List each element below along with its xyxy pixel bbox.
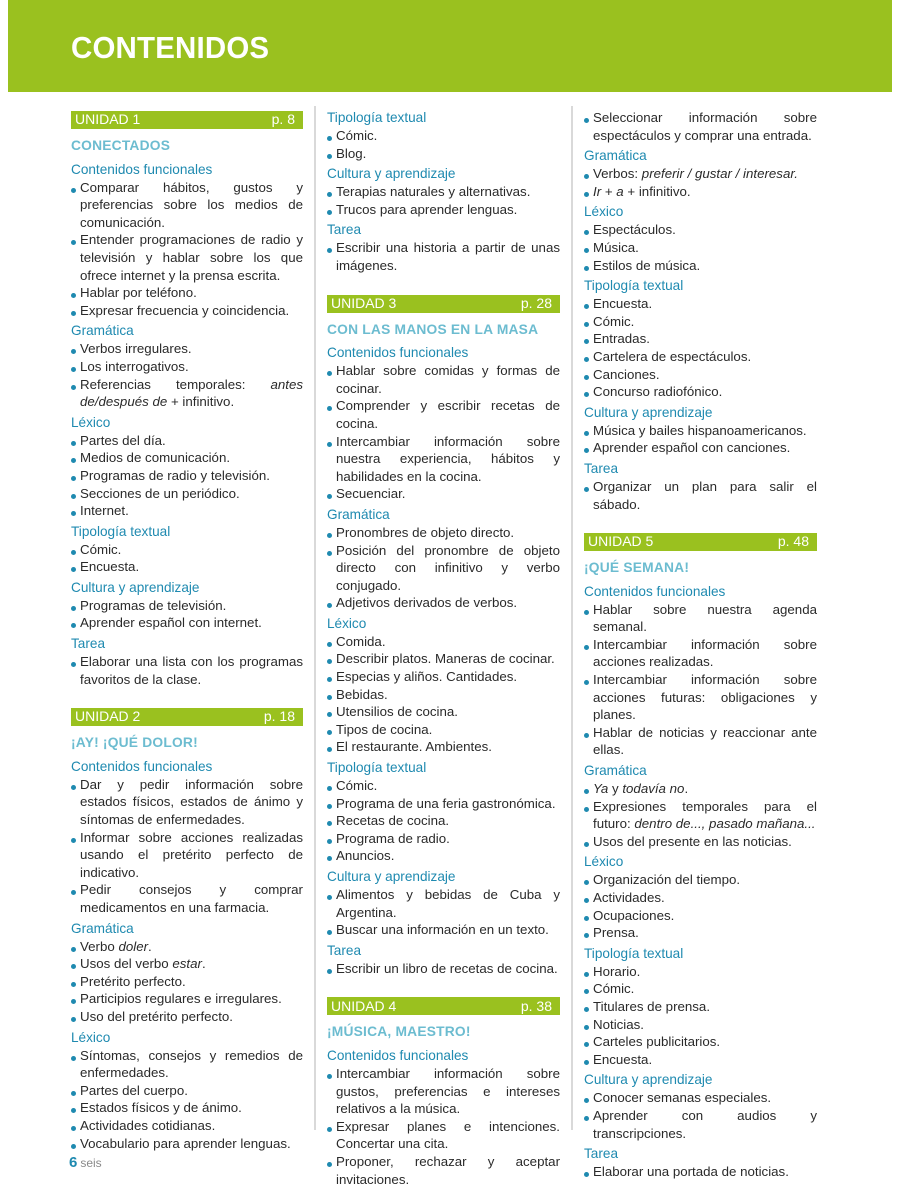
section-heading: Tarea <box>327 222 362 238</box>
list-item: Adjetivos derivados de verbos. <box>327 594 560 612</box>
list-item: Estados físicos y de ánimo. <box>71 1099 303 1117</box>
list-item: Expresar frecuencia y coincidencia. <box>71 302 303 320</box>
list-item: Actividades. <box>584 889 817 907</box>
section-heading: Cultura y aprendizaje <box>327 166 456 182</box>
section-list <box>584 221 817 274</box>
list-item: Utensilios de cocina. <box>327 703 560 721</box>
unit-4 <box>327 997 560 1188</box>
list-item: Comprender y escribir recetas de cocina. <box>327 397 560 432</box>
section-heading: Cultura y aprendizaje <box>584 1072 713 1088</box>
list-item: Referencias temporales: antes de/después de + infinitivo. <box>71 376 303 411</box>
section-list <box>71 432 303 520</box>
list-item: Anuncios. <box>327 847 560 865</box>
section-list <box>584 963 817 1069</box>
section-list <box>71 597 303 632</box>
list-item: Encuesta. <box>71 558 303 576</box>
section-heading: Contenidos funcionales <box>327 1047 469 1063</box>
list-item: Hablar de noticias y reaccionar ante ellas. <box>584 724 817 759</box>
list-item: Aprender con audios y transcripciones. <box>584 1107 817 1142</box>
unit-label: UNIDAD 2 <box>75 708 141 725</box>
section-list <box>327 524 560 612</box>
list-item: Intercambiar información sobre nuestra experiencia, hábitos y habilidades en la cocina. <box>327 433 560 486</box>
section-list <box>71 340 303 410</box>
section-list <box>584 109 817 144</box>
section-list <box>584 1163 817 1181</box>
list-item: Secuenciar. <box>327 485 560 503</box>
list-item: Elaborar una portada de noticias. <box>584 1163 817 1181</box>
unit-page-link[interactable]: p. 48 <box>777 533 809 550</box>
list-item: Encuesta. <box>584 1051 817 1069</box>
section-heading: Tipología textual <box>327 760 427 776</box>
list-item: Cartelera de espectáculos. <box>584 348 817 366</box>
section-heading: Léxico <box>584 854 624 870</box>
list-item: Cómic. <box>584 980 817 998</box>
list-item: Verbos: preferir / gustar / interesar. <box>584 165 817 183</box>
list-item: Especias y aliños. Cantidades. <box>327 668 560 686</box>
list-item: Actividades cotidianas. <box>71 1117 303 1135</box>
list-item: Programa de radio. <box>327 830 560 848</box>
section-list <box>71 1047 303 1153</box>
list-item: Partes del cuerpo. <box>71 1082 303 1100</box>
section-list <box>584 780 817 850</box>
list-item: Comida. <box>327 633 560 651</box>
section-list <box>327 362 560 503</box>
list-item: Escribir un libro de recetas de cocina. <box>327 960 560 978</box>
unit-2-continued <box>327 109 560 275</box>
list-item: Espectáculos. <box>584 221 817 239</box>
list-item: Partes del día. <box>71 432 303 450</box>
list-item: Cómic. <box>71 541 303 559</box>
list-item: Internet. <box>71 502 303 520</box>
list-item: Estilos de música. <box>584 257 817 275</box>
list-item: Bebidas. <box>327 686 560 704</box>
italic-term: todavía no <box>622 781 685 797</box>
list-item: Terapias naturales y alternativas. <box>327 183 560 201</box>
italic-term: Ya <box>593 781 609 797</box>
list-item: Vocabulario para aprender lenguas. <box>71 1135 303 1153</box>
italic-term: a <box>616 183 624 199</box>
list-item: Expresiones temporales para el futuro: dentro de..., pasado mañana... <box>584 798 817 833</box>
list-item: Organizar un plan para salir el sábado. <box>584 478 817 513</box>
list-item: Escribir una historia a partir de unas imágenes. <box>327 239 560 274</box>
section-list <box>71 653 303 688</box>
page-number: 6 <box>69 1154 78 1171</box>
section-list <box>327 633 560 756</box>
italic-term: estar <box>172 956 202 972</box>
list-item: Entender programaciones de radio y televisión y hablar sobre los que ofrece internet y la prensa escrita. <box>71 231 303 284</box>
unit-header-bar <box>71 708 303 726</box>
unit-page-link[interactable]: p. 38 <box>520 997 552 1014</box>
list-item: Intercambiar información sobre acciones futuras: obligaciones y planes. <box>584 671 817 724</box>
list-item: Posición del pronombre de objeto directo con infinitivo y verbo conjugado. <box>327 542 560 595</box>
list-item: Trucos para aprender lenguas. <box>327 201 560 219</box>
list-item: Pronombres de objeto directo. <box>327 524 560 542</box>
unit-2 <box>71 708 303 1152</box>
unit-page-link[interactable]: p. 8 <box>271 111 295 128</box>
list-item: Hablar sobre nuestra agenda semanal. <box>584 601 817 636</box>
unit-label: UNIDAD 4 <box>331 997 397 1014</box>
list-item: Intercambiar información sobre acciones realizadas. <box>584 636 817 671</box>
unit-title: CONECTADOS <box>71 138 171 153</box>
section-heading: Léxico <box>327 615 367 631</box>
section-list <box>584 478 817 513</box>
list-item: Comparar hábitos, gustos y preferencias sobre los medios de comunicación. <box>71 179 303 232</box>
italic-term: dentro de..., pasado mañana... <box>634 816 816 832</box>
list-item: Ya y todavía no. <box>584 780 817 798</box>
list-item: Hablar sobre comidas y formas de cocinar. <box>327 362 560 397</box>
list-item: Intercambiar información sobre gustos, preferencias e intereses relativos a la música. <box>327 1065 560 1118</box>
section-heading: Contenidos funcionales <box>584 583 726 599</box>
list-item: Música y bailes hispanoamericanos. <box>584 422 817 440</box>
list-item: Los interrogativos. <box>71 358 303 376</box>
italic-term: Ir <box>593 183 602 199</box>
section-heading: Gramática <box>327 506 390 522</box>
unit-label: UNIDAD 5 <box>588 533 654 550</box>
list-item: Buscar una información en un texto. <box>327 921 560 939</box>
section-list <box>71 776 303 917</box>
list-item: Recetas de cocina. <box>327 812 560 830</box>
section-list <box>327 127 560 162</box>
list-item: Elaborar una lista con los programas favoritos de la clase. <box>71 653 303 688</box>
list-item: Cómic. <box>327 127 560 145</box>
list-item: Proponer, rechazar y aceptar invitaciones. <box>327 1153 560 1188</box>
list-item: Informar sobre acciones realizadas usando el pretérito perfecto de indicativo. <box>71 829 303 882</box>
list-item: Uso del pretérito perfecto. <box>71 1008 303 1026</box>
section-list <box>584 1089 817 1142</box>
list-item: Hablar por teléfono. <box>71 284 303 302</box>
page-number-word: seis <box>80 1156 102 1170</box>
section-heading: Tipología textual <box>327 110 427 125</box>
section-heading: Cultura y aprendizaje <box>327 869 456 884</box>
list-item: Horario. <box>584 963 817 981</box>
section-heading: Tarea <box>327 942 362 958</box>
list-item: Ocupaciones. <box>584 907 817 925</box>
section-heading: Léxico <box>71 414 111 430</box>
unit-header-bar <box>327 295 560 313</box>
list-item: Carteles publicitarios. <box>584 1033 817 1051</box>
column-divider <box>314 106 316 1130</box>
list-item: Titulares de prensa. <box>584 998 817 1016</box>
unit-1 <box>71 111 303 688</box>
unit-page-link[interactable]: p. 18 <box>263 708 295 725</box>
section-list <box>584 601 817 759</box>
list-item: Música. <box>584 239 817 257</box>
section-list <box>584 422 817 457</box>
section-heading: Tipología textual <box>584 278 684 294</box>
list-item: Pretérito perfecto. <box>71 973 303 991</box>
section-heading: Cultura y aprendizaje <box>584 404 713 420</box>
list-item: Secciones de un periódico. <box>71 485 303 503</box>
section-heading: Léxico <box>71 1029 111 1045</box>
list-item: El restaurante. Ambientes. <box>327 738 560 756</box>
page-title: CONTENIDOS <box>71 30 270 65</box>
unit-header-bar <box>327 997 560 1015</box>
unit-title: ¡AY! ¡QUÉ DOLOR! <box>71 735 198 751</box>
section-heading: Gramática <box>584 148 647 164</box>
section-heading: Cultura y aprendizaje <box>71 579 200 595</box>
list-item: Tipos de cocina. <box>327 721 560 739</box>
column-middle <box>327 109 560 1200</box>
unit-page-link[interactable]: p. 28 <box>520 294 552 311</box>
unit-header-bar <box>71 111 303 129</box>
section-list <box>71 179 303 320</box>
section-heading: Tarea <box>71 636 106 652</box>
list-item: Canciones. <box>584 366 817 384</box>
list-item: Concurso radiofónico. <box>584 383 817 401</box>
section-heading: Tarea <box>584 1146 619 1162</box>
list-item: Noticias. <box>584 1016 817 1034</box>
list-item: Participios regulares e irregulares. <box>71 990 303 1008</box>
column-right <box>584 109 817 1200</box>
unit-header-bar <box>584 533 817 551</box>
column-left <box>71 109 303 1172</box>
italic-term: preferir / gustar / interesar. <box>641 166 798 182</box>
section-heading: Gramática <box>584 763 647 779</box>
list-item: Programas de radio y televisión. <box>71 467 303 485</box>
list-item: Usos del verbo estar. <box>71 955 303 973</box>
unit-title: ¡QUÉ SEMANA! <box>584 560 690 576</box>
list-item: Dar y pedir información sobre estados físicos, estados de ánimo y síntomas de enfermedades. <box>71 776 303 829</box>
section-heading: Tipología textual <box>71 523 171 539</box>
section-heading: Gramática <box>71 920 134 936</box>
list-item: Entradas. <box>584 330 817 348</box>
unit-title: ¡MÚSICA, MAESTRO! <box>327 1024 471 1040</box>
list-item: Expresar planes e intenciones. Concertar una cita. <box>327 1118 560 1153</box>
section-list <box>327 183 560 218</box>
italic-term: doler <box>118 938 149 954</box>
list-item: Verbos irregulares. <box>71 340 303 358</box>
section-list <box>584 295 817 401</box>
unit-4-continued <box>584 109 817 513</box>
section-list <box>327 777 560 865</box>
list-item: Blog. <box>327 145 560 163</box>
list-item: Usos del presente en las noticias. <box>584 833 817 851</box>
list-item: Describir platos. Maneras de cocinar. <box>327 650 560 668</box>
list-item: Prensa. <box>584 924 817 942</box>
unit-5 <box>584 533 817 1181</box>
section-list <box>584 871 817 941</box>
list-item: Pedir consejos y comprar medicamentos en una farmacia. <box>71 881 303 916</box>
section-list <box>327 886 560 939</box>
section-list <box>327 1065 560 1188</box>
list-item: Organización del tiempo. <box>584 871 817 889</box>
page-header <box>8 0 892 92</box>
list-item: Conocer semanas especiales. <box>584 1089 817 1107</box>
list-item: Aprender español con canciones. <box>584 439 817 457</box>
italic-term: antes de/después de <box>80 376 303 410</box>
section-heading: Contenidos funcionales <box>327 345 469 361</box>
unit-label: UNIDAD 3 <box>331 294 397 311</box>
list-item: Programa de una feria gastronómica. <box>327 795 560 813</box>
section-heading: Gramática <box>71 323 134 339</box>
section-heading: Léxico <box>584 204 624 220</box>
page-footer <box>69 1154 102 1171</box>
unit-3 <box>327 295 560 978</box>
section-list <box>71 938 303 1026</box>
column-divider <box>571 106 573 1130</box>
list-item: Cómic. <box>327 777 560 795</box>
list-item: Seleccionar información sobre espectáculos y comprar una entrada. <box>584 109 817 144</box>
list-item: Medios de comunicación. <box>71 449 303 467</box>
section-heading: Tarea <box>584 460 619 476</box>
section-heading: Contenidos funcionales <box>71 161 213 177</box>
section-heading: Contenidos funcionales <box>71 758 213 774</box>
section-list <box>584 165 817 200</box>
section-list <box>327 960 560 978</box>
list-item: Verbo doler. <box>71 938 303 956</box>
unit-label: UNIDAD 1 <box>75 111 141 128</box>
list-item: Cómic. <box>584 313 817 331</box>
section-heading: Tipología textual <box>584 945 684 961</box>
section-list <box>71 541 303 576</box>
list-item: Programas de televisión. <box>71 597 303 615</box>
unit-title: CON LAS MANOS EN LA MASA <box>327 321 539 337</box>
list-item: Alimentos y bebidas de Cuba y Argentina. <box>327 886 560 921</box>
list-item: Síntomas, consejos y remedios de enfermedades. <box>71 1047 303 1082</box>
list-item: Ir + a + infinitivo. <box>584 183 817 201</box>
list-item: Encuesta. <box>584 295 817 313</box>
section-list <box>327 239 560 274</box>
list-item: Aprender español con internet. <box>71 614 303 632</box>
